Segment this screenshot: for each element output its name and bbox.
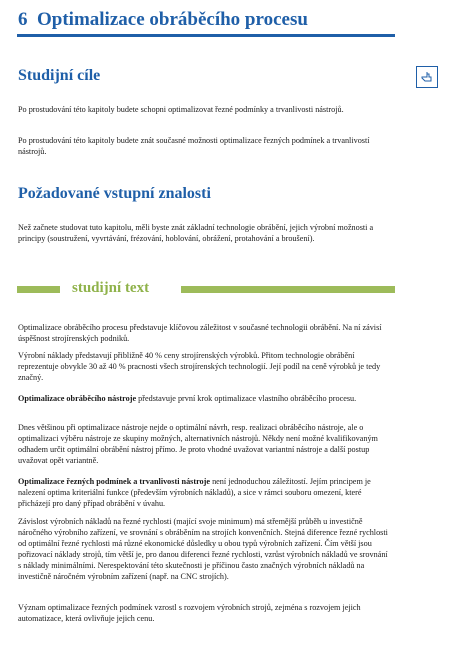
margin-note-box [416, 66, 438, 88]
study-paragraph-5-bold: Optimalizace řezných podmínek a trvanlivosti nástroje [18, 477, 211, 486]
study-paragraph-2: Výrobní náklady představují přibližně 40 % ceny strojírenských výrobků. Přitom technologie obrábění reprezentuje obvykle 30 až 40 % pracnosti všech strojírenských technologií. Její podíl na ceně výrobků je tedy značný. [18, 351, 381, 382]
study-paragraph-3-bold: Optimalizace obráběcího nástroje [18, 394, 137, 403]
pointing-hand-icon [420, 70, 434, 84]
study-paragraph-7: Význam optimalizace řezných podmínek vzrostl s rozvojem výrobních strojů, zejména s rozvojem jejich automatizace, která ovlivňuje jejich cenu. [18, 603, 361, 623]
study-paragraph-3 [18, 393, 390, 404]
prereq-paragraph: Než začnete studovat tuto kapitolu, měli byste znát základní technologie obrábění, jejich výrobní možnosti a principy (soustružení, vyvrtávání, frézování, hoblování, obrážení, protahování a broušení). [18, 223, 374, 243]
study-paragraph-6: Závislost výrobních nákladů na řezné rychlosti (mající svoje minimum) má střemější průběh u investičně náročného výrobního zařízení, ve srovnání s obráběním na strojích konvenčních. Stejná diference řezné rychlosti od optimální řezné rychlosti má různé ekonomické důsledky u obou typů výrobních zařízení. Čím větší jsou pořizovací náklady strojů, tím větší je, pro danou diferenci řezné rychlosti, vzrůst výrobních nákladů ve srovnání s náklady minimálními. Nerespektování této skutečnosti je příčinou často značných výrobních nákladů na investičně náročném výrobním zařízení (např. na CNC strojích). [18, 517, 388, 581]
study-paragraph-1: Optimalizace obráběcího procesu představuje klíčovou záležitost v současné technologii obrábění. Na ní závisí úspěšnost strojírenských podniků. [18, 323, 382, 343]
banner-bar-left [17, 286, 60, 293]
study-paragraph-4: Dnes většinou při optimalizace nástroje nejde o optimální návrh, resp. realizaci obráběcího nástroje, ale o optimalizaci výběru nástroje ze skupiny možných, alternativních nástrojů. Někdy není možné kvalifikovaným odhadem určit optimální obrábění nástroj přímo. Je proto vhodné uvažovat variantní nástroje a další postup uvažovat opět variantně. [18, 423, 378, 465]
goals-paragraph-2: Po prostudování této kapitoly budete znát současné možnosti optimalizace řezných podmínek a trvanlivostí nástrojů. [18, 136, 370, 156]
banner-label: studijní text [72, 280, 150, 296]
banner-bar-right [181, 286, 395, 293]
section-heading-goals: Studijní cíle [18, 67, 101, 84]
goals-paragraph-1: Po prostudování této kapitoly budete schopni optimalizovat řezné podmínky a trvanlivosti nástrojů. [18, 105, 344, 114]
study-paragraph-3-rest: představuje první krok optimalizace vlastního obráběcího procesu. [136, 394, 357, 403]
chapter-title [18, 9, 398, 31]
chapter-rule [17, 34, 395, 37]
chapter-title-text: Optimalizace obráběcího procesu [37, 9, 308, 30]
study-paragraph-5-rest: není jednoduchou záležitostí. Jejím principem je nalezení optima kriteriální funkce (především výrobních nákladů), a sice v rámci souboru omezení, které přicházejí pro daný případ obrábění v úvahu. [18, 477, 371, 508]
study-text-banner [17, 281, 395, 297]
study-paragraph-5 [18, 476, 390, 509]
section-heading-prereq: Požadované vstupní znalosti [18, 185, 211, 202]
chapter-number: 6 [18, 9, 28, 30]
